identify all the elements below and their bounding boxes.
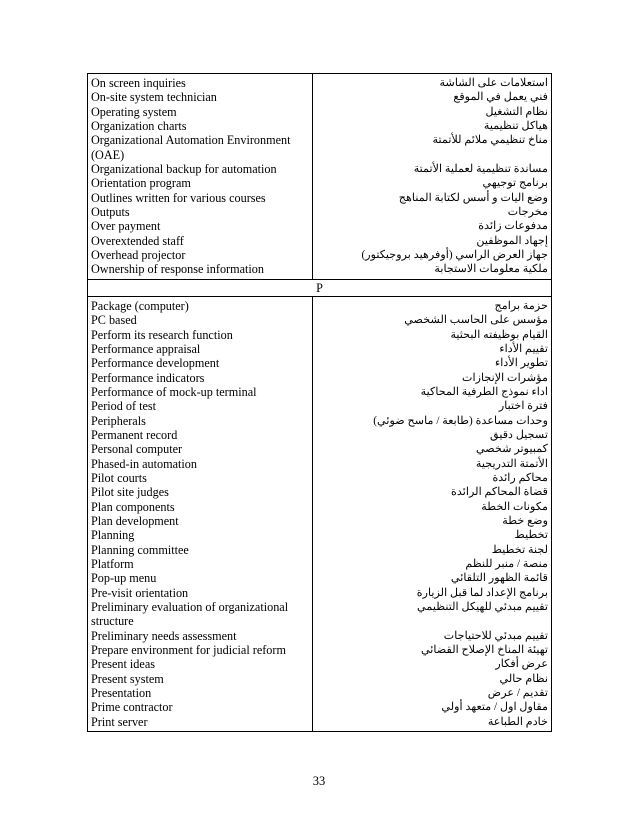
term-english: Platform: [91, 557, 134, 571]
term-english: Present system: [91, 671, 164, 686]
term-english: Operating system: [91, 104, 177, 119]
term-english: Performance development: [91, 356, 220, 371]
section-p-row: [88, 296, 552, 731]
term-english: Pre-visit orientation: [91, 585, 189, 600]
term-english: Planning: [91, 528, 135, 543]
term-english: Present ideas: [91, 657, 155, 672]
term-arabic: تقديم / عرض: [487, 687, 548, 700]
term-english: Print server: [91, 714, 148, 729]
term-english: Period of test: [91, 399, 156, 414]
term-arabic: برنامج الإعداد لما قبل الزيارة: [416, 586, 548, 599]
section-o-row: [88, 74, 552, 280]
section-p-arabic-column: [313, 296, 552, 731]
term-arabic: استعلامات على الشاشة: [439, 77, 548, 89]
term-arabic: جهاز العرض الراسي (أوفرهيد بروجيكتور): [361, 249, 548, 262]
term-english: Permanent record: [91, 427, 178, 442]
term-arabic: [316, 148, 548, 162]
term-english: Peripherals: [91, 413, 146, 428]
term-arabic: مكونات الخطة: [481, 500, 548, 513]
term-arabic: قضاة المحاكم الرائدة: [451, 486, 548, 499]
term-english: Performance indicators: [91, 370, 205, 385]
term-arabic: فترة اختبار: [498, 400, 548, 413]
term-english: Outputs: [91, 205, 130, 220]
term-english: Ownership of response information: [91, 262, 264, 277]
section-o-english-column: [88, 74, 313, 280]
term-english: Performance appraisal: [91, 341, 201, 356]
glossary-table: [87, 73, 552, 732]
term-english: Plan development: [91, 513, 179, 528]
term-arabic: تطوير الأداء: [495, 357, 548, 370]
term-english: Overextended staff: [91, 233, 184, 248]
term-arabic: إجهاد الموظفين: [476, 234, 548, 247]
term-arabic: قائمة الظهور التلقائي: [450, 572, 548, 585]
term-english: Over payment: [91, 219, 161, 234]
term-english: Pilot site judges: [91, 485, 169, 500]
term-english: Organization charts: [91, 119, 187, 134]
term-arabic: فني يعمل في الموقع: [453, 91, 548, 104]
term-english: Presentation: [91, 686, 152, 701]
term-english: Pilot courts: [91, 470, 147, 485]
term-english: Plan components: [91, 499, 175, 514]
term-arabic: وضع خطة: [502, 514, 548, 527]
term-english: Organizational Automation Environment: [91, 133, 291, 148]
term-arabic: تهيئة المناخ الإصلاح القضائي: [420, 644, 548, 657]
term-english: Personal computer: [91, 442, 183, 457]
term-english: structure: [91, 614, 134, 629]
term-english: Preliminary evaluation of organizational: [91, 600, 289, 615]
term-english: Planning committee: [91, 542, 189, 557]
term-arabic: مساندة تنظيمية لعملية الأتمتة: [413, 163, 548, 176]
term-english: Preliminary needs assessment: [91, 628, 237, 643]
term-arabic: مقاول اول / متعهد أولي: [441, 701, 548, 714]
term-arabic: هياكل تنظيمية: [483, 120, 548, 133]
term-english: (OAE): [91, 147, 125, 162]
term-arabic: كمبيوتر شخصي: [475, 443, 548, 456]
term-arabic: منصة / منبر للنظم: [465, 558, 548, 570]
term-arabic: اداء نموذج الطرفية المحاكية: [420, 385, 548, 398]
term-arabic: مخرجات: [507, 206, 548, 219]
term-english: On screen inquiries: [91, 76, 186, 90]
term-arabic: تخطيط: [514, 529, 548, 542]
term-english: Prime contractor: [91, 700, 173, 715]
term-english: PC based: [91, 313, 137, 328]
term-english: Prepare environment for judicial reform: [91, 643, 286, 658]
term-english: Overhead projector: [91, 248, 186, 263]
term-english: Organizational backup for automation: [91, 162, 277, 177]
term-english: Perform its research function: [91, 327, 233, 342]
term-arabic: وضع اليات و أسس لكتابة المناهج: [398, 191, 548, 204]
term-arabic: تقييم مبدئي للهيكل التنظيمي: [417, 601, 548, 614]
section-p-heading-row: [88, 279, 552, 296]
term-arabic: عرض أفكار: [495, 658, 548, 671]
term-english: Orientation program: [91, 176, 191, 191]
term-arabic: وحدات مساعدة (طابعة / ماسح ضوئي): [373, 414, 548, 427]
term-arabic: نظام التشغيل: [485, 105, 548, 118]
page-number: 33: [312, 774, 326, 788]
term-arabic: [316, 614, 548, 628]
term-arabic: خادم الطباعة: [487, 715, 548, 728]
term-arabic: حزمة برامج: [494, 299, 548, 312]
term-arabic: مؤشرات الإنجازات: [461, 371, 548, 384]
term-arabic: ملكية معلومات الاستجابة: [434, 263, 548, 276]
section-p-english-column: [88, 296, 313, 731]
term-arabic: الأتمتة التدريجية: [475, 457, 548, 470]
term-english: Pop-up menu: [91, 571, 157, 586]
term-english: Outlines written for various courses: [91, 190, 266, 205]
section-o-arabic-column: [313, 74, 552, 280]
term-arabic: مدفوعات زائدة: [478, 220, 548, 233]
term-arabic: مؤسس على الحاسب الشخصي: [404, 314, 548, 327]
term-english: Package (computer): [91, 298, 189, 313]
term-arabic: تقييم مبدئي للاحتياجات: [443, 629, 548, 642]
term-english: Phased-in automation: [91, 456, 197, 471]
term-arabic: تقييم الأداء: [499, 342, 548, 355]
term-english: Performance of mock-up terminal: [91, 384, 257, 399]
term-arabic: لجنة تخطيط: [491, 543, 548, 556]
term-arabic: تسجيل دقيق: [490, 428, 548, 441]
term-arabic: برنامج توجيهي: [482, 177, 548, 190]
term-arabic: محاكم رائدة: [492, 471, 548, 484]
term-english: On-site system technician: [91, 90, 217, 105]
term-arabic: القيام بوظيفته البحثية: [450, 328, 548, 341]
term-arabic: مناخ تنظيمي ملائم للأتمتة: [432, 134, 548, 147]
term-arabic: نظام حالي: [499, 672, 548, 685]
section-p-letter: P: [88, 279, 552, 296]
